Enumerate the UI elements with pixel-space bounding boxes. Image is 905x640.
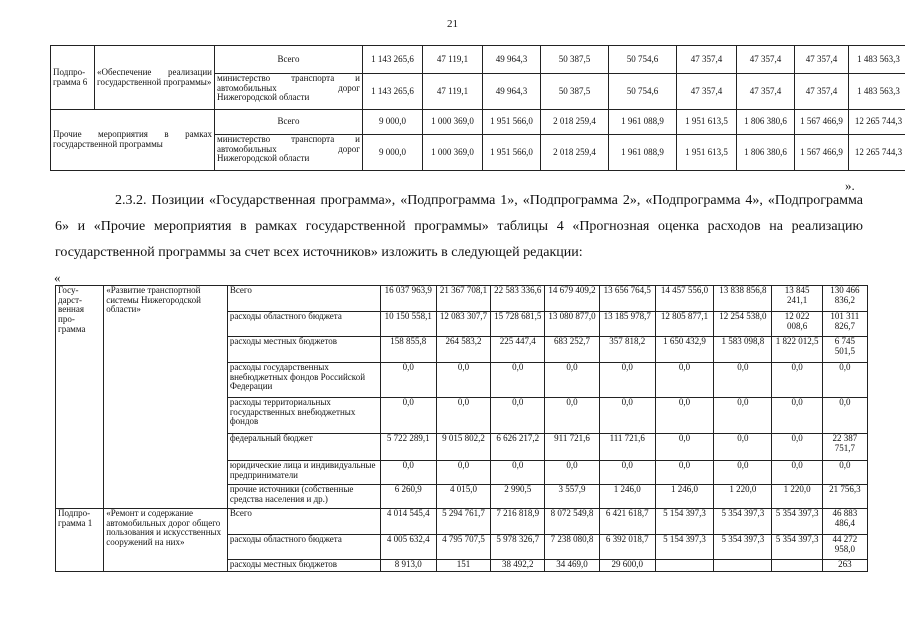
row-title: «Обеспечение реализации государственной программы» [95, 46, 215, 110]
cell: 9 000,0 [363, 135, 423, 171]
cell: 13 080 877,0 [545, 312, 599, 337]
row-label: Всего [227, 509, 380, 535]
cell: 0,0 [655, 363, 713, 398]
cell: 4 015,0 [436, 485, 490, 509]
cell: 0,0 [822, 461, 867, 485]
row-label: Всего [215, 110, 363, 135]
cell: 5 294 761,7 [436, 509, 490, 535]
cell: 8 072 549,8 [545, 509, 599, 535]
cell: 1 246,0 [655, 485, 713, 509]
cell: 0,0 [545, 363, 599, 398]
cell: 34 469,0 [545, 560, 599, 572]
cell: 13 185 978,7 [599, 312, 655, 337]
cell: 47 357,4 [795, 74, 849, 110]
cell: 130 466 836,2 [822, 286, 867, 312]
cell: 1 583 098,8 [714, 337, 772, 363]
cell: 5 354 397,3 [714, 535, 772, 560]
cell: 0,0 [436, 398, 490, 434]
cell: 1 806 380,6 [737, 110, 795, 135]
cell: 10 150 558,1 [380, 312, 436, 337]
row-label: министерство транспорта и автомобильных дорог Нижегородской области [215, 135, 363, 171]
cell: 2 018 259,4 [541, 110, 609, 135]
cell: 1 951 566,0 [483, 135, 541, 171]
cell: 47 119,1 [423, 74, 483, 110]
cell: 1 951 613,5 [677, 135, 737, 171]
cell: 12 805 877,1 [655, 312, 713, 337]
cell: 5 154 397,3 [655, 509, 713, 535]
row-header: Подпро-грамма 1 [56, 509, 104, 572]
cell: 47 357,4 [737, 74, 795, 110]
cell: 47 357,4 [795, 46, 849, 74]
row-label: расходы территориальных государственных внебюджетных фондов [227, 398, 380, 434]
cell: 0,0 [714, 398, 772, 434]
cell: 9 000,0 [363, 110, 423, 135]
cell: 1 650 432,9 [655, 337, 713, 363]
cell: 13 838 856,8 [714, 286, 772, 312]
cell: 12 083 307,7 [436, 312, 490, 337]
cell: 16 037 963,9 [380, 286, 436, 312]
cell: 0,0 [655, 434, 713, 461]
row-label: юридические лица и индивидуальные предприниматели [227, 461, 380, 485]
cell: 6 745 501,5 [822, 337, 867, 363]
row-header: Госу-дарст-венная про-грамма [56, 286, 104, 509]
cell: 1 567 466,9 [795, 110, 849, 135]
cell: 1 567 466,9 [795, 135, 849, 171]
cell: 6 392 018,7 [599, 535, 655, 560]
cell: 0,0 [655, 461, 713, 485]
cell: 7 238 080,8 [545, 535, 599, 560]
cell: 47 357,4 [677, 46, 737, 74]
row-label: расходы местных бюджетов [227, 337, 380, 363]
page-number: 21 [447, 18, 458, 30]
cell: 0,0 [491, 461, 545, 485]
cell: 7 216 818,9 [491, 509, 545, 535]
cell: 5 722 289,1 [380, 434, 436, 461]
cell: 0,0 [714, 434, 772, 461]
cell: 13 656 764,5 [599, 286, 655, 312]
cell: 46 883 486,4 [822, 509, 867, 535]
cell: 151 [436, 560, 490, 572]
cell: 22 387 751,7 [822, 434, 867, 461]
row-title: «Развитие транспортной системы Нижегородской области» [104, 286, 228, 509]
top-table [50, 45, 905, 171]
row-label: расходы областного бюджета [227, 535, 380, 560]
table-row [56, 286, 868, 312]
row-label: расходы областного бюджета [227, 312, 380, 337]
cell: 0,0 [822, 398, 867, 434]
cell: 0,0 [772, 461, 822, 485]
cell: 12 022 008,6 [772, 312, 822, 337]
cell: 0,0 [491, 398, 545, 434]
cell: 50 387,5 [541, 46, 609, 74]
cell: 0,0 [772, 434, 822, 461]
amendment-paragraph: 2.3.2. Позиции «Государственная программа», «Подпрограмма 1», «Подпрограмма 2», «Подпрограмма 4», «Подпрограмма 6» и «Прочие мероприятия в рамках государственной программы» таблицы 4 «Прогнозная оценка расходов на реализацию государственной программы за счет всех источников» изложить в следующей редакции: [55, 193, 863, 260]
cell: 3 557,9 [545, 485, 599, 509]
cell: 1 483 563,3 [849, 46, 905, 74]
cell: 15 728 681,5 [491, 312, 545, 337]
cell: 0,0 [714, 461, 772, 485]
cell: 5 354 397,3 [772, 509, 822, 535]
table-row [56, 509, 868, 535]
row-label: Всего [215, 46, 363, 74]
cell: 1 483 563,3 [849, 74, 905, 110]
row-header: Подпро-грамма 6 [51, 46, 95, 110]
cell: 13 845 241,1 [772, 286, 822, 312]
opening-quote: « [54, 270, 61, 285]
cell: 14 679 409,2 [545, 286, 599, 312]
cell: 0,0 [772, 398, 822, 434]
cell: 1 000 369,0 [423, 135, 483, 171]
cell: 1 143 265,6 [363, 74, 423, 110]
row-label: министерство транспорта и автомобильных дорог Нижегородской области [215, 74, 363, 110]
cell: 1 951 613,5 [677, 110, 737, 135]
cell: 2 018 259,4 [541, 135, 609, 171]
cell: 49 964,3 [483, 74, 541, 110]
cell: 1 220,0 [772, 485, 822, 509]
row-title: «Ремонт и содержание автомобильных дорог общего пользования и искусственных сооружений на них» [104, 509, 228, 572]
row-label: расходы местных бюджетов [227, 560, 380, 572]
row-label: расходы государственных внебюджетных фондов Российской Федерации [227, 363, 380, 398]
cell: 158 855,8 [380, 337, 436, 363]
cell: 47 357,4 [677, 74, 737, 110]
cell: 1 143 265,6 [363, 46, 423, 74]
cell [655, 560, 713, 572]
cell: 12 254 538,0 [714, 312, 772, 337]
cell: 4 014 545,4 [380, 509, 436, 535]
cell: 12 265 744,3 [849, 135, 905, 171]
row-label: Всего [227, 286, 380, 312]
cell: 1 246,0 [599, 485, 655, 509]
row-label: федеральный бюджет [227, 434, 380, 461]
cell: 49 964,3 [483, 46, 541, 74]
cell: 5 354 397,3 [772, 535, 822, 560]
cell: 263 [822, 560, 867, 572]
cell: 225 447,4 [491, 337, 545, 363]
cell: 0,0 [599, 398, 655, 434]
cell: 50 754,6 [609, 46, 677, 74]
cell: 357 818,2 [599, 337, 655, 363]
cell: 0,0 [380, 461, 436, 485]
row-title: Прочие мероприятия в рамках государственной программы [51, 110, 215, 171]
cell: 5 978 326,7 [491, 535, 545, 560]
cell: 4 005 632,4 [380, 535, 436, 560]
cell: 47 119,1 [423, 46, 483, 74]
cell: 0,0 [545, 461, 599, 485]
cell: 8 913,0 [380, 560, 436, 572]
table-row [51, 110, 905, 135]
cell: 683 252,7 [545, 337, 599, 363]
cell: 101 311 826,7 [822, 312, 867, 337]
cell: 1 806 380,6 [737, 135, 795, 171]
row-label: прочие источники (собственные средства населения и др.) [227, 485, 380, 509]
cell: 0,0 [436, 461, 490, 485]
cell: 911 721,6 [545, 434, 599, 461]
cell [714, 560, 772, 572]
cell: 6 260,9 [380, 485, 436, 509]
cell: 1 961 088,9 [609, 135, 677, 171]
cell: 0,0 [380, 363, 436, 398]
cell: 0,0 [714, 363, 772, 398]
cell [772, 560, 822, 572]
cell: 0,0 [822, 363, 867, 398]
cell: 14 457 556,0 [655, 286, 713, 312]
cell: 0,0 [772, 363, 822, 398]
cell: 6 421 618,7 [599, 509, 655, 535]
cell: 5 354 397,3 [714, 509, 772, 535]
cell: 0,0 [380, 398, 436, 434]
cell: 44 272 958,0 [822, 535, 867, 560]
cell: 6 626 217,2 [491, 434, 545, 461]
cell: 0,0 [436, 363, 490, 398]
cell: 47 357,4 [737, 46, 795, 74]
cell: 5 154 397,3 [655, 535, 713, 560]
cell: 111 721,6 [599, 434, 655, 461]
cell: 1 220,0 [714, 485, 772, 509]
cell: 0,0 [655, 398, 713, 434]
cell: 9 015 802,2 [436, 434, 490, 461]
forecast-table [55, 285, 868, 572]
cell: 50 387,5 [541, 74, 609, 110]
cell: 12 265 744,3 [849, 110, 905, 135]
cell: 21 756,3 [822, 485, 867, 509]
cell: 1 961 088,9 [609, 110, 677, 135]
cell: 0,0 [599, 461, 655, 485]
cell: 264 583,2 [436, 337, 490, 363]
cell: 50 754,6 [609, 74, 677, 110]
cell: 0,0 [545, 398, 599, 434]
cell: 2 990,5 [491, 485, 545, 509]
cell: 21 367 708,1 [436, 286, 490, 312]
closing-quote: ». [845, 178, 855, 193]
cell: 1 822 012,5 [772, 337, 822, 363]
cell: 22 583 336,6 [491, 286, 545, 312]
cell: 0,0 [491, 363, 545, 398]
cell: 0,0 [599, 363, 655, 398]
cell: 29 600,0 [599, 560, 655, 572]
cell: 38 492,2 [491, 560, 545, 572]
cell: 1 000 369,0 [423, 110, 483, 135]
table-row [51, 46, 905, 74]
cell: 1 951 566,0 [483, 110, 541, 135]
cell: 4 795 707,5 [436, 535, 490, 560]
